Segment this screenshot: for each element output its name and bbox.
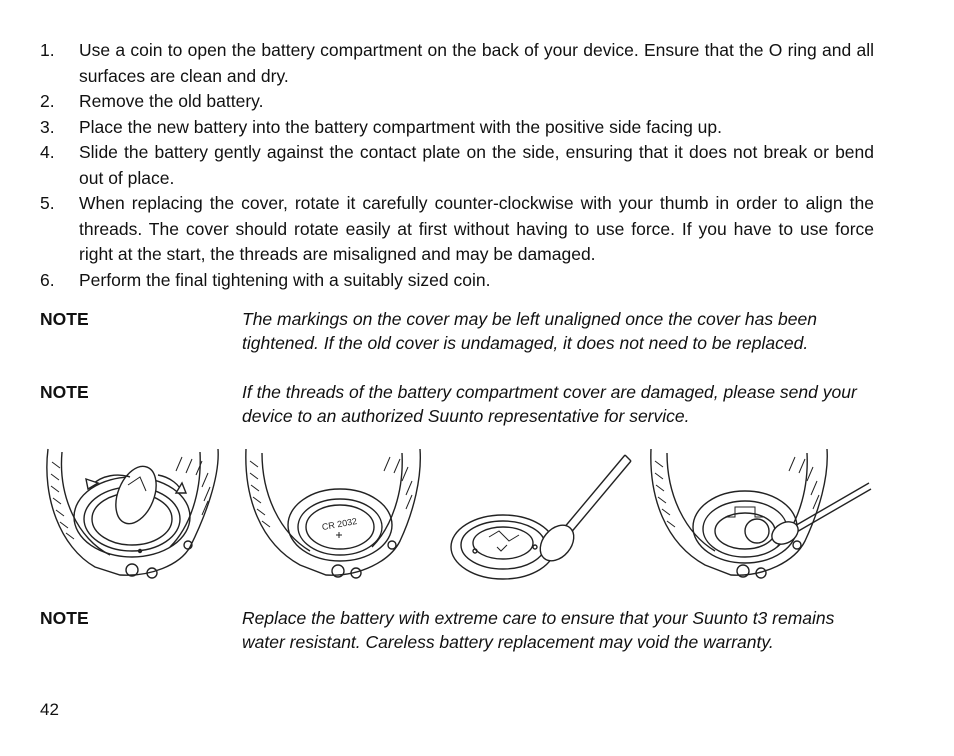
page-number: 42 <box>40 700 59 719</box>
step-item <box>40 191 874 268</box>
note-label: NOTE <box>40 608 89 628</box>
step-text: Place the new battery into the battery compartment with the positive side facing up. <box>79 116 722 137</box>
step-number: 3. <box>40 116 55 137</box>
battery-replacement-illustrations <box>40 447 874 582</box>
watch-cover-rotation-illustration <box>40 447 225 582</box>
step-text: When replacing the cover, rotate it carefully counter-clockwise with your thumb in order to align the threads. The cover should rotate easily at first without having to use force. If you have to use force right at the start, the threads are misaligned and may be damaged. <box>79 193 874 264</box>
note-label: NOTE <box>40 382 89 402</box>
step-number: 6. <box>40 269 55 290</box>
step-number: 4. <box>40 142 55 162</box>
step-text: Remove the old battery. <box>79 91 264 111</box>
note-damaged-threads <box>40 380 874 428</box>
note-text: Replace the battery with extreme care to ensure that your Suunto t3 remains water resistant. Careless battery replacement may void the warranty. <box>242 608 835 652</box>
step-text: Slide the battery gently against the contact plate on the side, ensuring that it does not break or bend out of place. <box>79 142 874 188</box>
step-item <box>40 89 874 115</box>
step-number: 5. <box>40 193 55 213</box>
step-item <box>40 268 874 294</box>
step-number: 2. <box>40 91 55 111</box>
note-text: If the threads of the battery compartment cover are damaged, please send your device to an authorized Suunto representative for service. <box>242 382 857 426</box>
compartment-cleaning-illustration <box>645 447 874 582</box>
note-water-resistance <box>40 606 874 654</box>
cover-cleaning-illustration <box>445 447 635 582</box>
step-number: 1. <box>40 40 55 60</box>
step-item <box>40 38 874 89</box>
step-text: Use a coin to open the battery compartment on the back of your device. Ensure that the O ring and all surfaces are clean and dry. <box>79 40 874 86</box>
step-item <box>40 140 874 191</box>
step-text: Perform the final tightening with a suitably sized coin. <box>79 269 491 290</box>
note-text: The markings on the cover may be left unaligned once the cover has been tightened. If the old cover is undamaged, it does not need to be replaced. <box>242 309 817 353</box>
step-item <box>40 115 874 141</box>
battery-replacement-steps <box>40 38 874 293</box>
watch-back-cover-illustration <box>240 447 430 582</box>
note-cover-markings <box>40 307 874 355</box>
svg-text:CR 2032: CR 2032 <box>321 516 358 533</box>
note-label: NOTE <box>40 309 89 329</box>
